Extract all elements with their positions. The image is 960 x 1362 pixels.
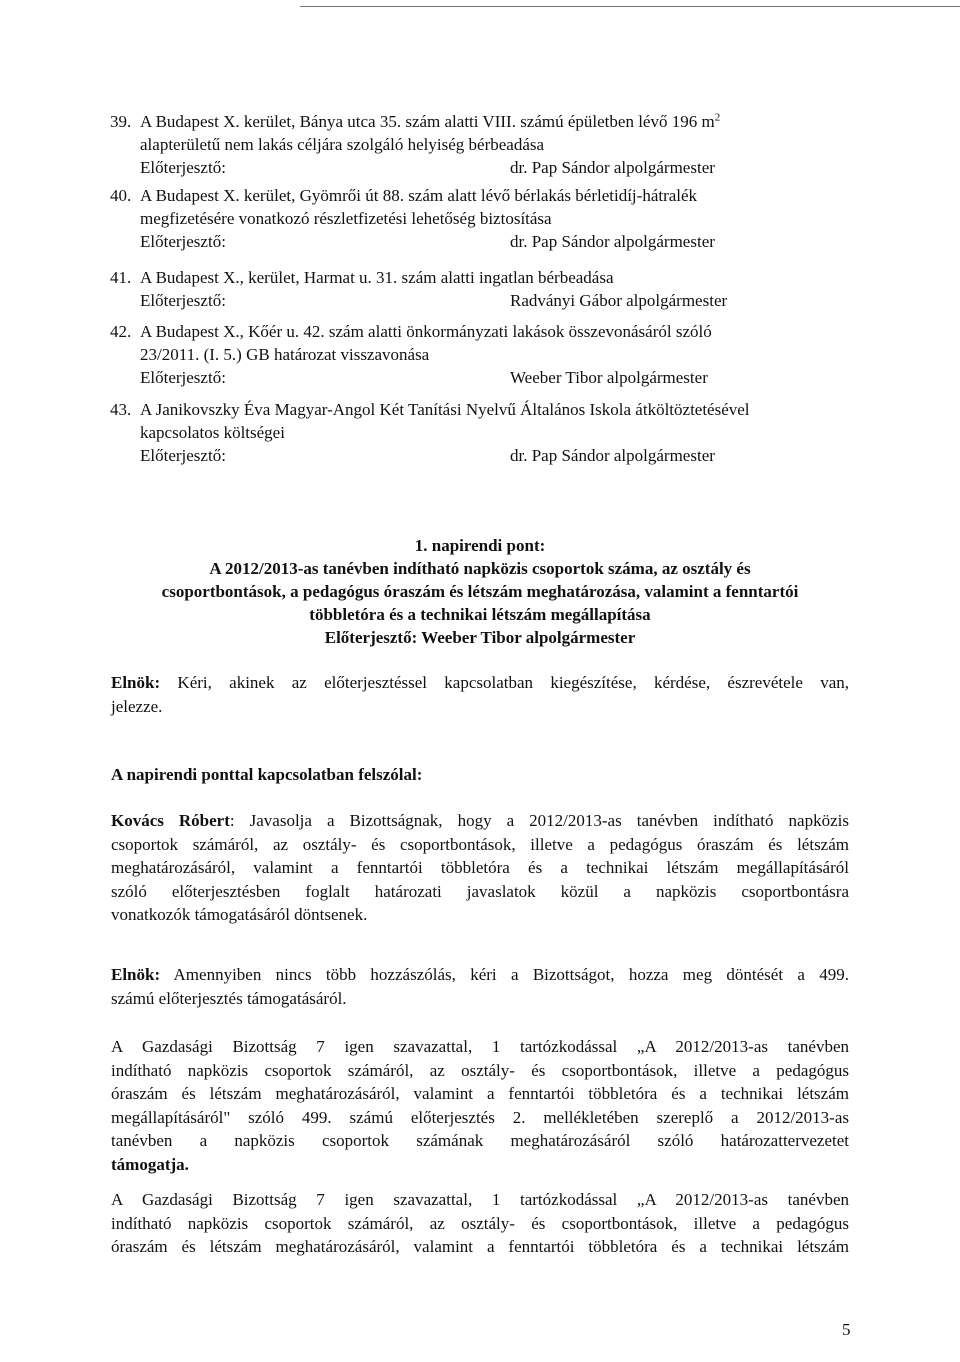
chair-remark	[111, 963, 849, 1010]
vote-result	[111, 1035, 849, 1176]
item-number: 41.	[110, 268, 132, 287]
agenda-item-40	[110, 184, 850, 253]
paragraph-line: indítható napközis csoportok számáról, az osztály- és csoportbontások, illetve a pedagógus	[111, 1213, 849, 1233]
item-number: 40.	[110, 186, 132, 205]
agenda-item-43	[110, 398, 850, 467]
superscript: 2	[714, 111, 721, 124]
paragraph-line: meghatározásáról, valamint a fenntartói többletóra és a technikai létszám megállapításáról	[111, 858, 849, 877]
agenda-item-41	[110, 266, 850, 312]
paragraph-line: számú előterjesztés támogatásáról.	[111, 988, 347, 1008]
speaker-name: Kovács Róbert	[111, 811, 230, 830]
paragraph-line: : Javasolja a Bizottságnak, hogy a 2012/2013-as tanévben indítható napközis	[229, 811, 849, 830]
item-title-line: A Janikovszky Éva Magyar-Angol Két Tanítási Nyelvű Általános Iskola átköltöztetésével	[140, 400, 750, 419]
paragraph-line: óraszám és létszám meghatározásáról, valamint a fenntartói többletóra és a technikai létszám	[111, 1237, 849, 1256]
item-number: 43.	[110, 400, 132, 419]
paragraph-line: A Gazdasági Bizottság 7 igen szavazattal, 1 tartózkodással „A 2012/2013-as tanévben	[111, 1037, 849, 1056]
top-rule	[300, 6, 960, 7]
agenda-item-39	[110, 110, 850, 179]
paragraph-line: tanévben a napközis csoportok számának meghatározásáról szóló határozattervezetet	[111, 1131, 849, 1150]
agenda-point-subject-line: csoportbontások, a pedagógus óraszám és létszám meghatározása, valamint a fenntartói	[161, 582, 799, 601]
item-title-line: alapterületű nem lakás céljára szolgáló helyiség bérbeadása	[140, 135, 545, 154]
paragraph-line: csoportok számáról, az osztály- és csoportbontások, illetve a pedagógus óraszám és létszám	[111, 834, 849, 854]
vote-result	[111, 1188, 849, 1259]
agenda-point-subject-line: A 2012/2013-as tanévben indítható napközis csoportok száma, az osztály és	[209, 559, 751, 578]
vote-decision: támogatja.	[111, 1154, 189, 1174]
paragraph-line: Kéri, akinek az előterjesztéssel kapcsolatban kiegészítése, kérdése, észrevétele van,	[160, 673, 849, 692]
paragraph-line: óraszám és létszám meghatározásáról, valamint a fenntartói többletóra és a technikai létszám	[111, 1084, 849, 1103]
presenter-label: Előterjesztő:	[140, 232, 226, 251]
item-title-line: 23/2011. (I. 5.) GB határozat visszavonása	[140, 345, 430, 364]
presenter-name: dr. Pap Sándor alpolgármester	[510, 232, 715, 251]
presenter-label: Előterjesztő:	[140, 368, 226, 387]
discussion-heading: A napirendi ponttal kapcsolatban felszólal:	[111, 765, 423, 784]
paragraph-line: Amennyiben nincs több hozzászólás, kéri a Bizottságot, hozza meg döntését a 499.	[160, 965, 849, 984]
page-number: 5	[842, 1320, 851, 1339]
presenter-name: dr. Pap Sándor alpolgármester	[510, 158, 715, 177]
item-title-line: kapcsolatos költségei	[140, 423, 285, 442]
paragraph-line: jelezze.	[111, 696, 163, 716]
presenter-label: Előterjesztő:	[140, 158, 226, 177]
presenter-name: Weeber Tibor alpolgármester	[510, 368, 708, 387]
item-title-line: A Budapest X., kerület, Harmat u. 31. szám alatti ingatlan bérbeadása	[140, 268, 614, 287]
agenda-point-subject-line: többletóra és a technikai létszám megállapítása	[309, 605, 651, 624]
item-title-line: A Budapest X. kerület, Bánya utca 35. szám alatti VIII. számú épületben lévő 196 m	[140, 112, 715, 131]
paragraph-line: A Gazdasági Bizottság 7 igen szavazattal, 1 tartózkodással „A 2012/2013-as tanévben	[111, 1190, 849, 1209]
item-title-line: A Budapest X., Kőér u. 42. szám alatti önkormányzati lakások összevonásáról szóló	[140, 322, 712, 341]
paragraph-line: indítható napközis csoportok számáról, az osztály- és csoportbontások, illetve a pedagógus	[111, 1060, 849, 1080]
presenter-name: Radványi Gábor alpolgármester	[510, 291, 728, 310]
item-number: 42.	[110, 322, 132, 341]
speaker-name: Elnök:	[111, 673, 161, 692]
item-title-line: A Budapest X. kerület, Gyömrői út 88. szám alatt lévő bérlakás bérletidíj-hátralék	[140, 186, 698, 205]
agenda-point-header	[100, 534, 860, 649]
speaker-remark	[111, 809, 849, 927]
presenter-name: dr. Pap Sándor alpolgármester	[510, 446, 715, 465]
item-number: 39.	[110, 112, 132, 131]
agenda-item-42	[110, 320, 850, 389]
presenter-label: Előterjesztő:	[140, 446, 226, 465]
agenda-point-title: 1. napirendi pont:	[414, 536, 546, 555]
paragraph-line: szóló előterjesztésben foglalt határozati javaslatok közül a napközis csoportbontásra	[111, 881, 849, 901]
agenda-point-presenter: Előterjesztő: Weeber Tibor alpolgármester	[324, 628, 636, 647]
paragraph-line: megállapításáról" szóló 499. számú előterjesztés 2. mellékletében szereplő a 2012/2013-as	[111, 1107, 849, 1127]
presenter-label: Előterjesztő:	[140, 291, 226, 310]
item-title-line: megfizetésére vonatkozó részletfizetési lehetőség biztosítása	[140, 209, 552, 228]
speaker-name: Elnök:	[111, 965, 161, 984]
chair-remark	[111, 671, 849, 718]
paragraph-line: vonatkozók támogatásáról döntsenek.	[111, 905, 368, 924]
